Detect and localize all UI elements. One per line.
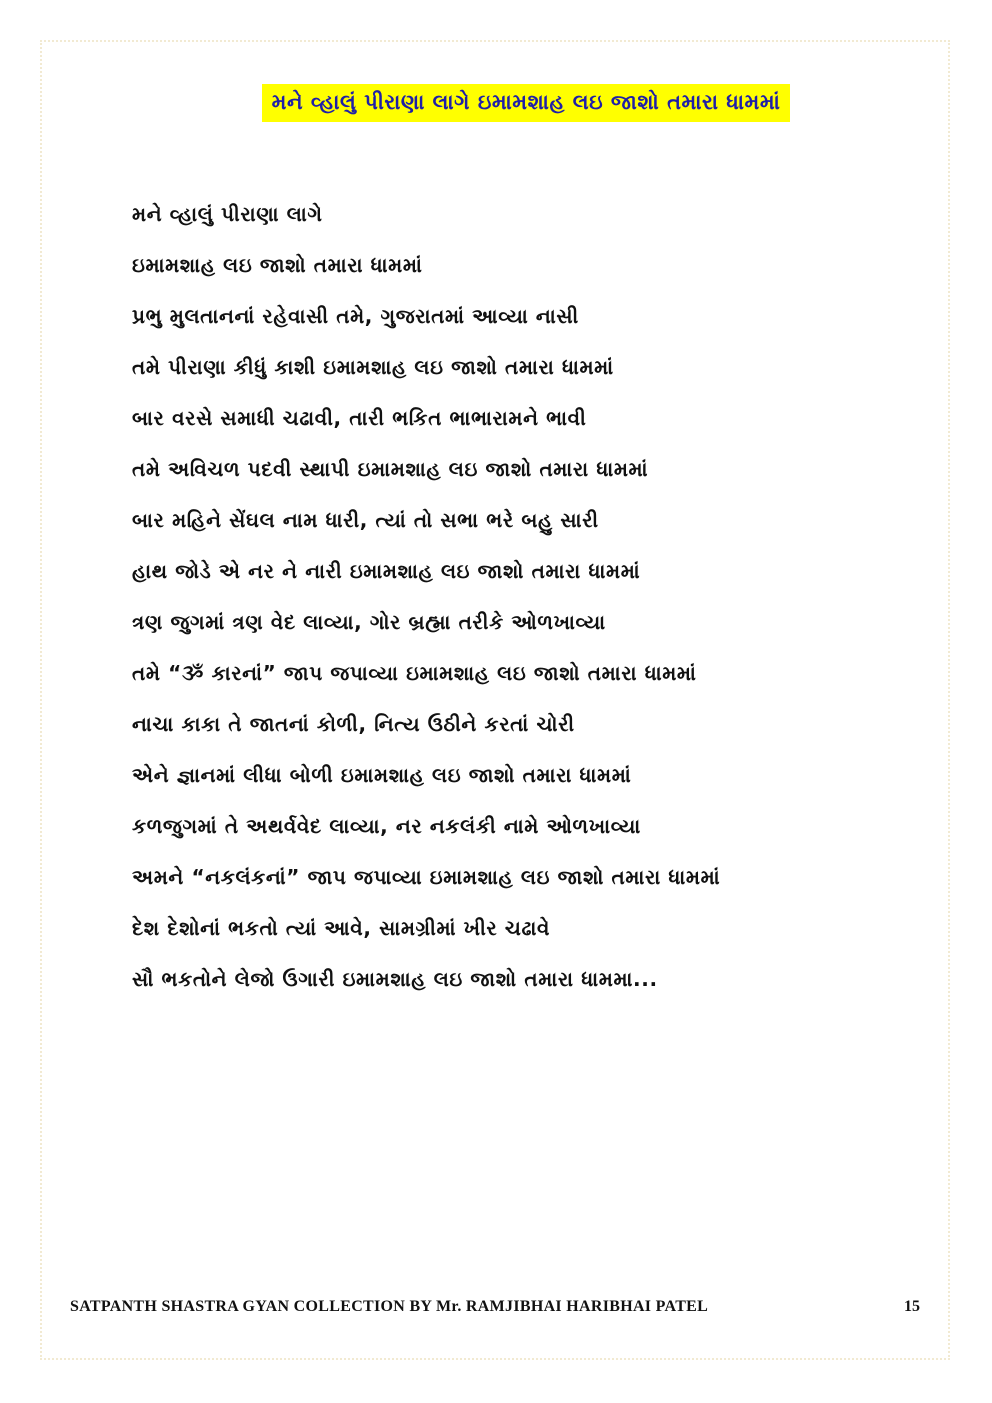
verse-line: ત્રણ જુગમાં ત્રણ વેદ લાવ્યા, ગોર બ્રહ્મા તરીકે ઓળખાવ્યા: [132, 610, 606, 634]
verse-list: [132, 198, 912, 1014]
verse-line: નાચા કાકા તે જાતનાં કોળી, નિત્ય ઉઠીને કરતાં ચોરી: [132, 712, 575, 736]
page-number: 15: [904, 1298, 920, 1315]
title-container: [0, 84, 992, 122]
verse-line: સૌ ભકતોને લેજો ઉગારી ઇમામશાહ લઇ જાશો તમારા ધામમા...: [132, 967, 658, 991]
verse-line: હાથ જોડે એ નર ને નારી ઇમામશાહ લઇ જાશો તમારા ધામમાં: [132, 559, 641, 583]
verse-line: એને જ્ઞાનમાં લીધા બોળી ઇમામશાહ લઇ જાશો તમારા ધામમાં: [132, 763, 632, 787]
verse-line: તમે અવિચળ પદવી સ્થાપી ઇમામશાહ લઇ જાશો તમારા ધામમાં: [132, 457, 649, 481]
page-title: મને વ્હાલું પીરાણા લાગે ઇમામશાહ લઇ જાશો તમારા ધામમાં: [262, 84, 791, 122]
verse-line: તમે પીરાણા કીધું કાશી ઇમામશાહ લઇ જાશો તમારા ધામમાં: [132, 355, 614, 379]
footer-collection-text: SATPANTH SHASTRA GYAN COLLECTION BY Mr. RAMJIBHAI HARIBHAI PATEL: [70, 1298, 709, 1315]
verse-line: અમને “નકલંકનાં” જાપ જપાવ્યા ઇમામશાહ લઇ જાશો તમારા ધામમાં: [132, 865, 721, 889]
verse-line: ઇમામશાહ લઇ જાશો તમારા ધામમાં: [132, 253, 423, 277]
verse-line: દેશ દેશોનાં ભકતો ત્યાં આવે, સામગ્રીમાં ખીર ચઢાવે: [132, 916, 551, 940]
verse-line: તમે “ૐ કારનાં” જાપ જપાવ્યા ઇમામશાહ લઇ જાશો તમારા ધામમાં: [132, 661, 697, 685]
verse-line: બાર મહિને સેંઘલ નામ ધારી, ત્યાં તો સભા ભરે બહુ સારી: [132, 508, 599, 532]
verse-line: બાર વરસે સમાધી ચઢાવી, તારી ભકિત ભાભારામને ભાવી: [132, 406, 587, 430]
verse-line: મને વ્હાલું પીરાણા લાગે: [132, 202, 323, 226]
verse-line: પ્રભુ મુલતાનનાં રહેવાસી તમે, ગુજરાતમાં આવ્યા નાસી: [132, 304, 579, 328]
verse-line: કળજુગમાં તે અથર્વવેદ લાવ્યા, નર નકલંકી નામે ઓળખાવ્યા: [132, 814, 641, 838]
